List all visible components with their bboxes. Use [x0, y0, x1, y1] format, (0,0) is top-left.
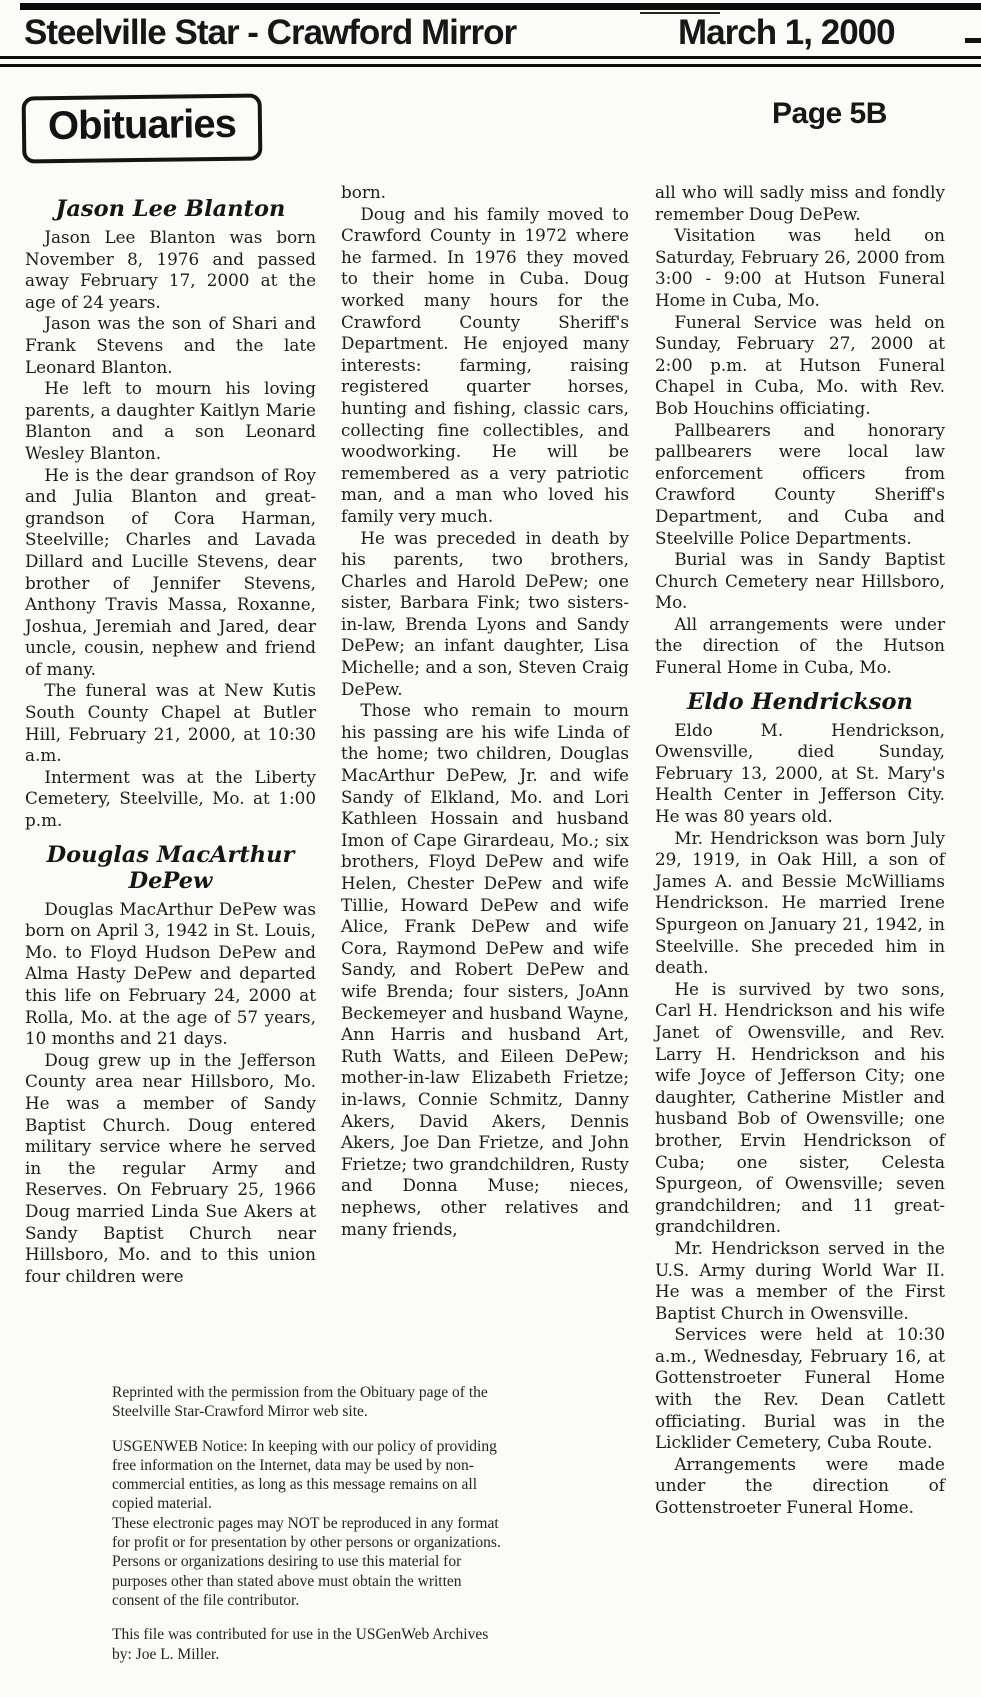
obituary-paragraph: Burial was in Sandy Baptist Church Cemetery near Hillsboro, Mo.: [655, 549, 945, 613]
divider-line-top: [0, 56, 981, 59]
obituary-paragraph: Arrangements were made under the direction of Gottenstroeter Funeral Home.: [655, 1453, 945, 1518]
obituary-paragraph: Jason Lee Blanton was born November 8, 1976 and passed away February 17, 2000 at the age of 24 years.: [25, 227, 316, 312]
obituary-paragraph: Those who remain to mourn his passing are his wife Linda of the home; two children, Douglas MacArthur DePew, Jr. and wife Sandy of Elkland, Mo. and Lori Kathleen Hossain and husband Imon of Cape Girardeau, Mo.; six brothers, Floyd DePew and wife Helen, Chester DePew and wife Tillie, Howard DePew and wife Alice, Frank DePew and wife Cora, Raymond DePew and wife Sandy, and Robert DePew and wife Brenda; four sisters, JoAnn Beckemeyer and husband Wayne, Ann Harris and husband Art, Ruth Watts, and Eileen DePew; mother-in-law Elizabeth Frietze; in-laws, Connie Schmitz, Danny Akers, David Akers, Dennis Akers, Joe Dan Frietze, and John Frietze; two grandchildren, Rusty and Donna Muse; nieces, nephews, other relatives and many friends,: [341, 700, 629, 1239]
masthead-divider: [0, 56, 981, 67]
reprint-permission-note: Reprinted with the permission from the Obituary page of the Steelville Star-Crawford Mirror web site.: [112, 1384, 488, 1421]
contributor-note: This file was contributed for use in the USGenWeb Archives by: Joe L. Miller.: [112, 1626, 489, 1663]
obituary-paragraph: Visitation was held on Saturday, February 26, 2000 from 3:00 - 9:00 at Hutson Funeral Home in Cuba, Mo.: [655, 225, 945, 310]
section-title-obituaries: Obituaries: [22, 94, 263, 164]
obituary-heading-blanton: Jason Lee Blanton: [55, 196, 286, 222]
obituary-paragraph: He is the dear grandson of Roy and Julia Blanton and great-grandson of Cora Harman, Steelville; Charles and Lavada Dillard and Lucille Stevens, dear brother of Jennifer Stevens, Anthony Travis Massa, Roxanne, Joshua, Jeremiah and Jared, dear uncle, cousin, nephew and friend of many.: [25, 464, 316, 679]
obituary-paragraph: Doug grew up in the Jefferson County area near Hillsboro, Mo. He was a member of Sandy Baptist Church. Doug entered military service where he served in the regular Army and Reserves. On February 25, 1966 Doug married Linda Sue Akers at Sandy Baptist Church near Hillsboro, Mo. and to this union four children were: [25, 1049, 316, 1286]
obituary-paragraph: The funeral was at New Kutis South County Chapel at Butler Hill, February 21, 2000, at 10:30 a.m.: [25, 680, 316, 766]
obituary-heading-hendrickson: Eldo Hendrickson: [687, 688, 913, 715]
obituary-paragraph: Jason was the son of Shari and Frank Stevens and the late Leonard Blanton.: [25, 313, 316, 377]
obituary-column-2: [341, 182, 629, 1240]
usgenweb-footer: [112, 1383, 508, 1664]
obituary-paragraph-continuation: all who will sadly miss and fondly remember Doug DePew.: [655, 182, 945, 224]
obituary-paragraph: All arrangements were under the direction of the Hutson Funeral Home in Cuba, Mo.: [655, 613, 945, 678]
page-number: Page 5B: [772, 97, 887, 130]
obituary-paragraph-continuation: born.: [341, 182, 387, 202]
obituary-paragraph: Mr. Hendrickson served in the U.S. Army during World War II. He was a member of the First Baptist Church in Owensville.: [655, 1237, 945, 1323]
obituary-paragraph: Interment was at the Liberty Cemetery, Steelville, Mo. at 1:00 p.m.: [25, 766, 316, 831]
obituary-paragraph: He was preceded in death by his parents, two brothers, Charles and Harold DePew; one sister, Barbara Fink; two sisters-in-law, Brenda Lyons and Sandy DePew; an infant daughter, Lisa Michelle; and a son, Steven Craig DePew.: [341, 527, 629, 699]
obituary-heading-depew: Douglas MacArthur DePew: [46, 841, 295, 894]
reproduction-notice: These electronic pages may NOT be reproduced in any format for profit or for presentation by other persons or organizations. Persons or organizations desiring to use this material for purposes other than stated above must obtain the written consent of the file contributor.: [112, 1514, 501, 1609]
obituary-paragraph: Funeral Service was held on Sunday, February 27, 2000 at 2:00 p.m. at Hutson Funeral Chapel in Cuba, Mo. with Rev. Bob Houchins officiating.: [655, 311, 945, 418]
obituary-paragraph: He is survived by two sons, Carl H. Hendrickson and his wife Janet of Owensville, and Rev. Larry H. Hendrickson and his wife Joyce of Jefferson City; one daughter, Catherine Mistler and husband Bob of Owensville; one brother, Ervin Hendrickson of Cuba; one sister, Celesta Spurgeon, of Owensville; seven grandchildren; and 11 great-grandchildren.: [655, 978, 945, 1237]
obituary-paragraph: Doug and his family moved to Crawford County in 1972 where he farmed. In 1976 they moved to their home in Cuba. Doug worked many hours for the Crawford County Sheriff's Department. He enjoyed many interests: farming, raising registered quarter horses, hunting and fishing, classic cars, collecting fine collectibles, and woodworking. He will be remembered as a very patriotic man, and a man who loved his family very much.: [341, 203, 629, 526]
scan-edge-mark: [965, 38, 981, 43]
divider-line-bottom: [0, 64, 981, 67]
obituary-paragraph: He left to mourn his loving parents, a daughter Kaitlyn Marie Blanton and a son Leonard Wesley Blanton.: [25, 378, 316, 463]
obituary-paragraph: Mr. Hendrickson was born July 29, 1919, in Oak Hill, a son of James A. and Bessie McWilliams Hendrickson. He married Irene Spurgeon on January 21, 1942, in Steelville. She preceded him in death.: [655, 827, 945, 978]
issue-date: March 1, 2000: [678, 13, 895, 52]
obituary-paragraph: Douglas MacArthur DePew was born on April 3, 1942 in St. Louis, Mo. to Floyd Hudson DePew and Alma Hasty DePew and departed this life on February 24, 2000 at Rolla, Mo. at the age of 57 years, 10 months and 21 days.: [25, 898, 316, 1049]
obituary-paragraph: Services were held at 10:30 a.m., Wednesday, February 16, at Gottenstroeter Funeral Home with the Rev. Dean Catlett officiating. Burial was in the Licklider Cemetery, Cuba Route.: [655, 1324, 945, 1453]
obituary-column-3: [655, 182, 945, 1519]
obituary-paragraph: Pallbearers and honorary pallbearers were local law enforcement officers from Crawford County Sheriff's Department, and Cuba and Steelville Police Departments.: [655, 419, 945, 548]
usgenweb-notice: USGENWEB Notice: In keeping with our policy of providing free information on the Internet, data may be used by non-commercial entities, as long as this message remains on all copied material.: [112, 1437, 497, 1513]
obituary-paragraph: Eldo M. Hendrickson, Owensville, died Sunday, February 13, 2000, at St. Mary's Health Center in Jefferson City. He was 80 years old.: [655, 719, 945, 827]
obituary-column-1: [25, 182, 316, 1287]
scan-edge-strip: [20, 3, 981, 10]
newspaper-title: Steelville Star - Crawford Mirror: [24, 13, 517, 52]
